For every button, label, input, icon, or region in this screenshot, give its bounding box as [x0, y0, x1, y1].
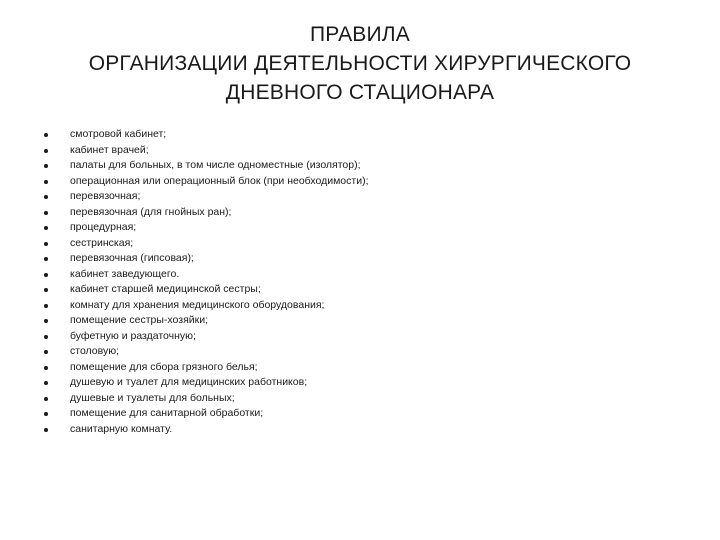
bullet-icon [44, 226, 48, 230]
bullet-icon [44, 273, 48, 277]
bullet-icon [44, 242, 48, 246]
list-item [44, 422, 664, 438]
bullet-icon [44, 180, 48, 184]
list-item-text: сестринская; [70, 236, 134, 249]
list-item [44, 329, 664, 345]
bullet-icon [44, 335, 48, 339]
bullet-icon [44, 381, 48, 385]
list-item-text: процедурная; [70, 221, 137, 233]
bullet-icon [44, 366, 48, 370]
list-item [44, 205, 664, 221]
list-item [44, 375, 664, 391]
list-item [44, 267, 664, 283]
list-item-text: палаты для больных, в том числе одноместные (изолятор); [70, 159, 361, 171]
list-item-text: операционная или операционный блок (при необходимости); [70, 174, 369, 187]
list-item-text: кабинет заведующего. [70, 267, 180, 280]
bullet-icon [44, 164, 48, 168]
list-item [44, 313, 664, 329]
list-item-text: комнату для хранения медицинского оборудования; [70, 298, 325, 311]
bullet-icon [44, 133, 48, 137]
bullet-icon [44, 412, 48, 416]
list-item-text: кабинет врачей; [70, 143, 149, 156]
title-line-3: ДНЕВНОГО СТАЦИОНАРА [225, 81, 495, 104]
list-item [44, 127, 664, 143]
list-item [44, 406, 664, 422]
bullet-icon [44, 304, 48, 308]
list-item [44, 298, 664, 314]
list-item [44, 143, 664, 159]
slide-title [0, 20, 720, 107]
title-line-1: ПРАВИЛА [310, 23, 410, 46]
list-item-text: перевязочная; [70, 190, 141, 202]
title-line-2: ОРГАНИЗАЦИИ ДЕЯТЕЛЬНОСТИ ХИРУРГИЧЕСКОГО [88, 52, 632, 75]
bullet-icon [44, 288, 48, 292]
list-item [44, 158, 664, 174]
bullet-icon [44, 257, 48, 261]
bullet-icon [44, 397, 48, 401]
list-item-text: помещение для санитарной обработки; [70, 407, 264, 419]
list-item-text: кабинет старшей медицинской сестры; [70, 283, 261, 295]
list-item-text: перевязочная (для гнойных ран); [70, 205, 232, 218]
list-item-text: смотровой кабинет; [70, 128, 167, 140]
bullet-icon [44, 319, 48, 323]
bullet-icon [44, 350, 48, 354]
list-item-text: перевязочная (гипсовая); [70, 252, 194, 264]
list-item [44, 236, 664, 252]
list-item [44, 344, 664, 360]
bullet-list [44, 127, 664, 437]
list-item-text: санитарную комнату. [70, 422, 173, 435]
list-item [44, 220, 664, 236]
list-item-text: помещение сестры-хозяйки; [70, 314, 208, 326]
list-item [44, 189, 664, 205]
list-item [44, 251, 664, 267]
list-item [44, 282, 664, 298]
list-item-text: душевую и туалет для медицинских работников; [70, 376, 308, 388]
bullet-icon [44, 195, 48, 199]
list-item-text: помещение для сбора грязного белья; [70, 360, 258, 373]
list-item-text: буфетную и раздаточную; [70, 329, 196, 342]
list-item-text: столовую; [70, 345, 120, 357]
bullet-icon [44, 428, 48, 432]
list-item [44, 360, 664, 376]
list-item [44, 391, 664, 407]
bullet-icon [44, 149, 48, 153]
list-item-text: душевые и туалеты для больных; [70, 391, 235, 404]
list-item [44, 174, 664, 190]
bullet-icon [44, 211, 48, 215]
